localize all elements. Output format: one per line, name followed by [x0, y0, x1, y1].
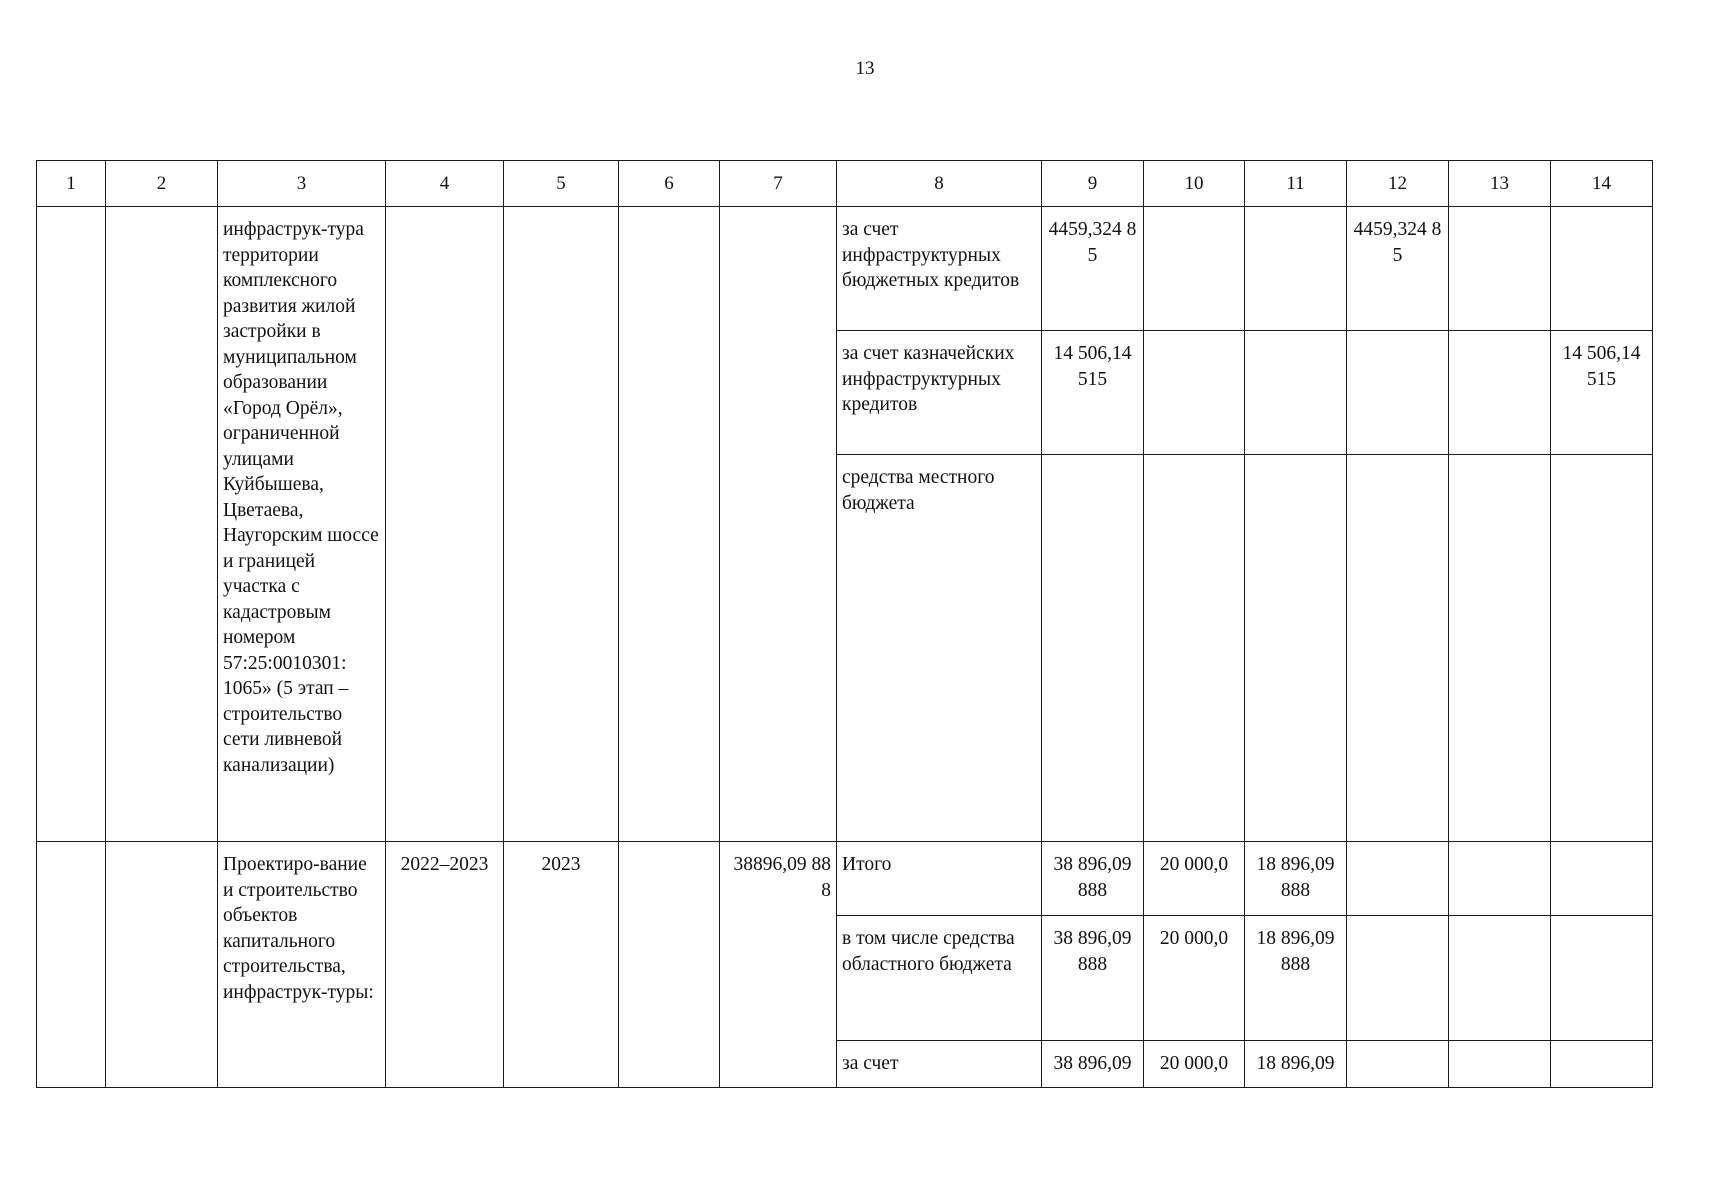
header-cell-7: 7 [720, 161, 837, 207]
period-cell: 2022–2023 [386, 842, 504, 1088]
amount-cell-col9: 38 896,09 888 [1042, 842, 1144, 916]
amount-cell-col11 [1245, 455, 1347, 842]
cell-col1 [37, 207, 106, 842]
amount-cell-col12 [1347, 916, 1449, 1041]
amount-cell-col14 [1551, 916, 1653, 1041]
funding-source-cell: за счет [837, 1041, 1042, 1088]
amount-cell-col14: 14 506,14 515 [1551, 331, 1653, 455]
year-cell: 2023 [504, 842, 619, 1088]
funding-source-cell: средства местного бюджета [837, 455, 1042, 842]
header-cell-11: 11 [1245, 161, 1347, 207]
header-cell-4: 4 [386, 161, 504, 207]
header-cell-1: 1 [37, 161, 106, 207]
cell-col4 [386, 207, 504, 842]
header-cell-8: 8 [837, 161, 1042, 207]
header-cell-10: 10 [1144, 161, 1245, 207]
funding-source-cell: в том числе средства областного бюджета [837, 916, 1042, 1041]
amount-cell-col10 [1144, 455, 1245, 842]
amount-cell-col13 [1449, 331, 1551, 455]
cell-col2 [106, 207, 218, 842]
cell-col2 [106, 842, 218, 1088]
cell-col6 [619, 842, 720, 1088]
budget-table [36, 160, 1653, 1088]
amount-cell-col13 [1449, 916, 1551, 1041]
cell-col6 [619, 207, 720, 842]
amount-cell-col9: 4459,324 85 [1042, 207, 1144, 331]
amount-cell-col9: 14 506,14 515 [1042, 331, 1144, 455]
funding-source-cell: за счет казначейских инфраструктурных кредитов [837, 331, 1042, 455]
page-number: 13 [855, 58, 875, 79]
funding-source-cell: за счет инфраструктурных бюджетных кредитов [837, 207, 1042, 331]
amount-cell-col11: 18 896,09 888 [1245, 916, 1347, 1041]
amount-cell-col13 [1449, 207, 1551, 331]
cell-col1 [37, 842, 106, 1088]
amount-cell-col10: 20 000,0 [1144, 916, 1245, 1041]
amount-cell-col11: 18 896,09 888 [1245, 842, 1347, 916]
table-row [37, 842, 1653, 916]
amount-cell-col11: 18 896,09 [1245, 1041, 1347, 1088]
amount-cell-col11 [1245, 331, 1347, 455]
amount-cell-col10: 20 000,0 [1144, 1041, 1245, 1088]
cell-col5 [504, 207, 619, 842]
estimated-cost-cell: 38896,09 888 [720, 842, 837, 1088]
amount-cell-col14 [1551, 207, 1653, 331]
amount-cell-col14 [1551, 842, 1653, 916]
amount-cell-col10 [1144, 331, 1245, 455]
amount-cell-col9 [1042, 455, 1144, 842]
project-description-cell: инфраструк-тура территории комплексного развития жилой застройки в муниципальном образовании «Город Орёл», ограниченной улицами Куйбышева, Цветаева, Наугорским шоссе и границей участка с кадастровым номером 57:25:0010301: 1065» (5 этап – строительство сети ливневой канализации) [218, 207, 386, 842]
header-cell-9: 9 [1042, 161, 1144, 207]
amount-cell-col11 [1245, 207, 1347, 331]
amount-cell-col13 [1449, 1041, 1551, 1088]
amount-cell-col12 [1347, 331, 1449, 455]
amount-cell-col9: 38 896,09 888 [1042, 916, 1144, 1041]
amount-cell-col13 [1449, 842, 1551, 916]
header-cell-12: 12 [1347, 161, 1449, 207]
amount-cell-col10: 20 000,0 [1144, 842, 1245, 916]
header-cell-14: 14 [1551, 161, 1653, 207]
header-cell-3: 3 [218, 161, 386, 207]
cell-col7 [720, 207, 837, 842]
amount-cell-col14 [1551, 1041, 1653, 1088]
amount-cell-col14 [1551, 455, 1653, 842]
funding-source-cell: Итого [837, 842, 1042, 916]
amount-cell-col12 [1347, 455, 1449, 842]
header-cell-5: 5 [504, 161, 619, 207]
amount-cell-col12 [1347, 1041, 1449, 1088]
amount-cell-col9: 38 896,09 [1042, 1041, 1144, 1088]
amount-cell-col12: 4459,324 85 [1347, 207, 1449, 331]
project-description-cell: Проектиро-вание и строительство объектов капитального строительства, инфраструк-туры: [218, 842, 386, 1088]
header-row [37, 161, 1653, 207]
table-row [37, 207, 1653, 331]
header-cell-6: 6 [619, 161, 720, 207]
header-cell-13: 13 [1449, 161, 1551, 207]
header-cell-2: 2 [106, 161, 218, 207]
amount-cell-col10 [1144, 207, 1245, 331]
amount-cell-col13 [1449, 455, 1551, 842]
amount-cell-col12 [1347, 842, 1449, 916]
